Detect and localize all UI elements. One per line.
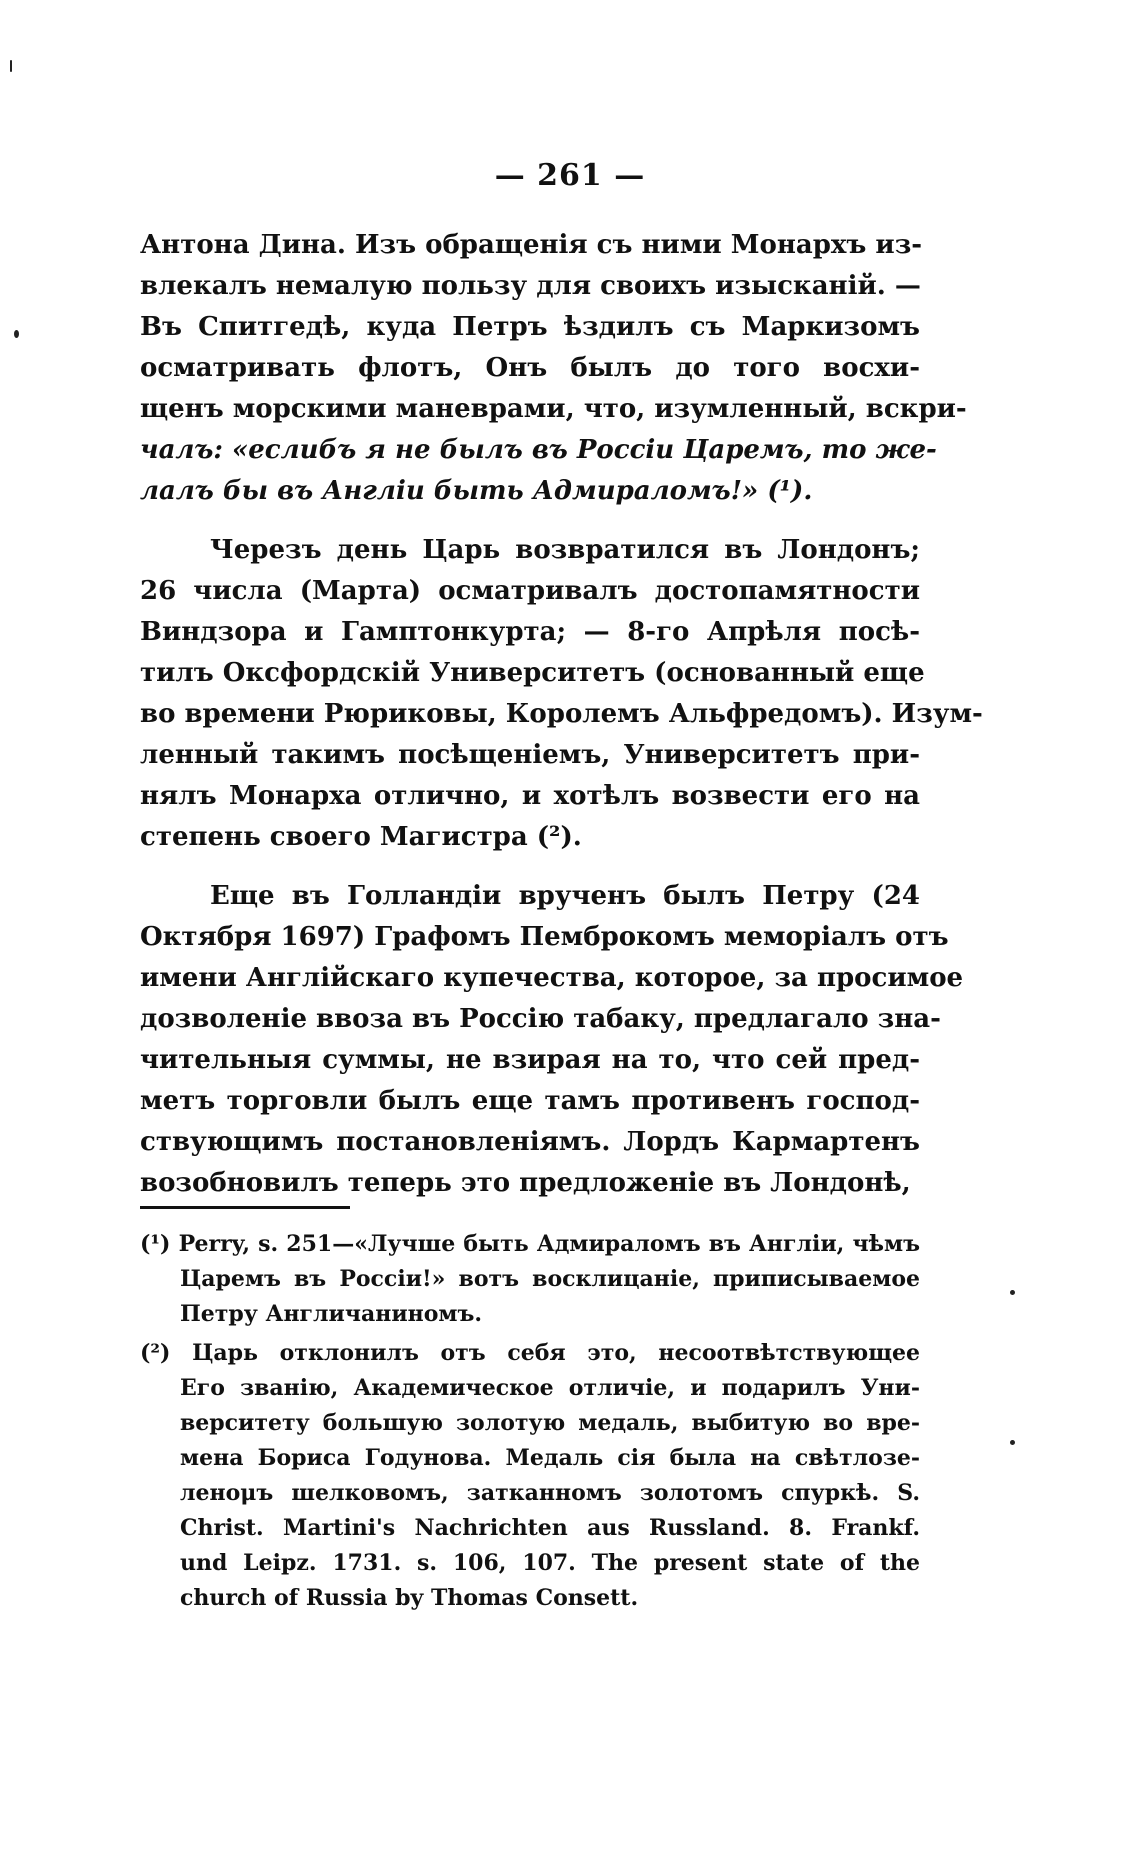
text-line: имени Англійскаго купечества, которое, за просимое bbox=[140, 963, 964, 993]
text-line: во времени Рюриковы, Королемъ Альфредомъ). Изум- bbox=[140, 699, 983, 729]
footnote-line: church of Russia by Thomas Consett. bbox=[180, 1585, 639, 1611]
footnote-line: Петру Англичаниномъ. bbox=[180, 1301, 483, 1327]
text-line: щенъ морскими маневрами, что, изумленный, вскри- bbox=[140, 394, 967, 424]
text-line: возобновилъ теперь это предложеніе въ Лондонѣ, bbox=[140, 1168, 911, 1198]
text-line: тилъ Оксфордскій Университетъ (основанный еще bbox=[140, 658, 925, 688]
footnote-divider bbox=[140, 1206, 350, 1209]
text-line: чительныя суммы, не взирая на то, что сей пред- bbox=[140, 1045, 920, 1075]
text-line: Октября 1697) Графомъ Пемброкомъ меморіалъ отъ bbox=[140, 922, 949, 952]
text-line: Еще въ Голландіи врученъ былъ Петру (24 bbox=[210, 881, 920, 911]
footnote bbox=[140, 1336, 920, 1616]
scan-speck bbox=[1010, 1440, 1015, 1445]
page-number: — 261 — bbox=[494, 158, 646, 193]
footnote bbox=[140, 1227, 920, 1332]
text-line: ствующимъ постановленіямъ. Лордъ Кармартенъ bbox=[140, 1127, 920, 1157]
footnote-line: верситету большую золотую медаль, выбитую во вре- bbox=[180, 1410, 920, 1436]
text-line: нялъ Монарха отлично, и хотѣлъ возвести его на bbox=[140, 781, 920, 811]
text-line: 26 числа (Марта) осматривалъ достопамятности bbox=[140, 576, 920, 606]
footnote-line: Царемъ въ Россіи!» вотъ восклицаніе, приписываемое bbox=[180, 1266, 920, 1292]
footnote-line: мена Бориса Годунова. Медаль сія была на свѣтлозе- bbox=[180, 1445, 920, 1471]
footnote-line: Christ. Martini's Nachrichten aus Russland. 8. Frankf. bbox=[180, 1515, 920, 1541]
scan-speck bbox=[14, 330, 19, 338]
footnote-line: und Leipz. 1731. s. 106, 107. The present state of the bbox=[180, 1550, 920, 1576]
text-line: метъ торговли былъ еще тамъ противенъ господ- bbox=[140, 1086, 920, 1116]
paragraph bbox=[140, 530, 983, 858]
scan-speck bbox=[1010, 1290, 1015, 1295]
body-text bbox=[140, 225, 983, 1204]
text-line: ленный такимъ посѣщеніемъ, Университетъ при- bbox=[140, 740, 920, 770]
text-line: влекалъ немалую пользу для своихъ изысканій. — bbox=[140, 271, 921, 301]
text-line: Черезъ день Царь возвратился въ Лондонъ; bbox=[210, 535, 920, 565]
text-line: Виндзора и Гамптонкурта; — 8-го Апрѣля посѣ- bbox=[140, 617, 920, 647]
scan-speck bbox=[10, 60, 12, 72]
text-line: дозволеніе ввоза въ Россію табаку, предлагало зна- bbox=[140, 1004, 941, 1034]
paragraph bbox=[140, 876, 964, 1204]
footnote-line: (¹) Perry, s. 251—«Лучше быть Адмираломъ въ Англіи, чѣмъ bbox=[140, 1231, 920, 1257]
footnote-line: ленομъ шелковомъ, затканномъ золотомъ спуркѣ. S. bbox=[180, 1480, 920, 1506]
footnote-line: (²) Царь отклонилъ отъ себя это, несоотвѣтствующее bbox=[140, 1340, 920, 1366]
text-line: лалъ бы въ Англіи быть Адмираломъ!» (¹). bbox=[140, 476, 813, 506]
text-line: Антона Дина. Изъ обращенія съ ними Монархъ из- bbox=[140, 230, 923, 260]
text-line: чалъ: «еслибъ я не былъ въ Россіи Царемъ, то же- bbox=[140, 435, 937, 465]
text-line: степень своего Магистра (²). bbox=[140, 822, 582, 852]
paragraph bbox=[140, 225, 967, 512]
footnote-line: Его званію, Академическое отличіе, и подарилъ Уни- bbox=[180, 1375, 920, 1401]
text-line: Въ Спитгедѣ, куда Петръ ѣздилъ съ Маркизомъ bbox=[140, 312, 920, 342]
text-line: осматривать флотъ, Онъ былъ до того восхи- bbox=[140, 353, 920, 383]
footnotes bbox=[140, 1227, 920, 1620]
